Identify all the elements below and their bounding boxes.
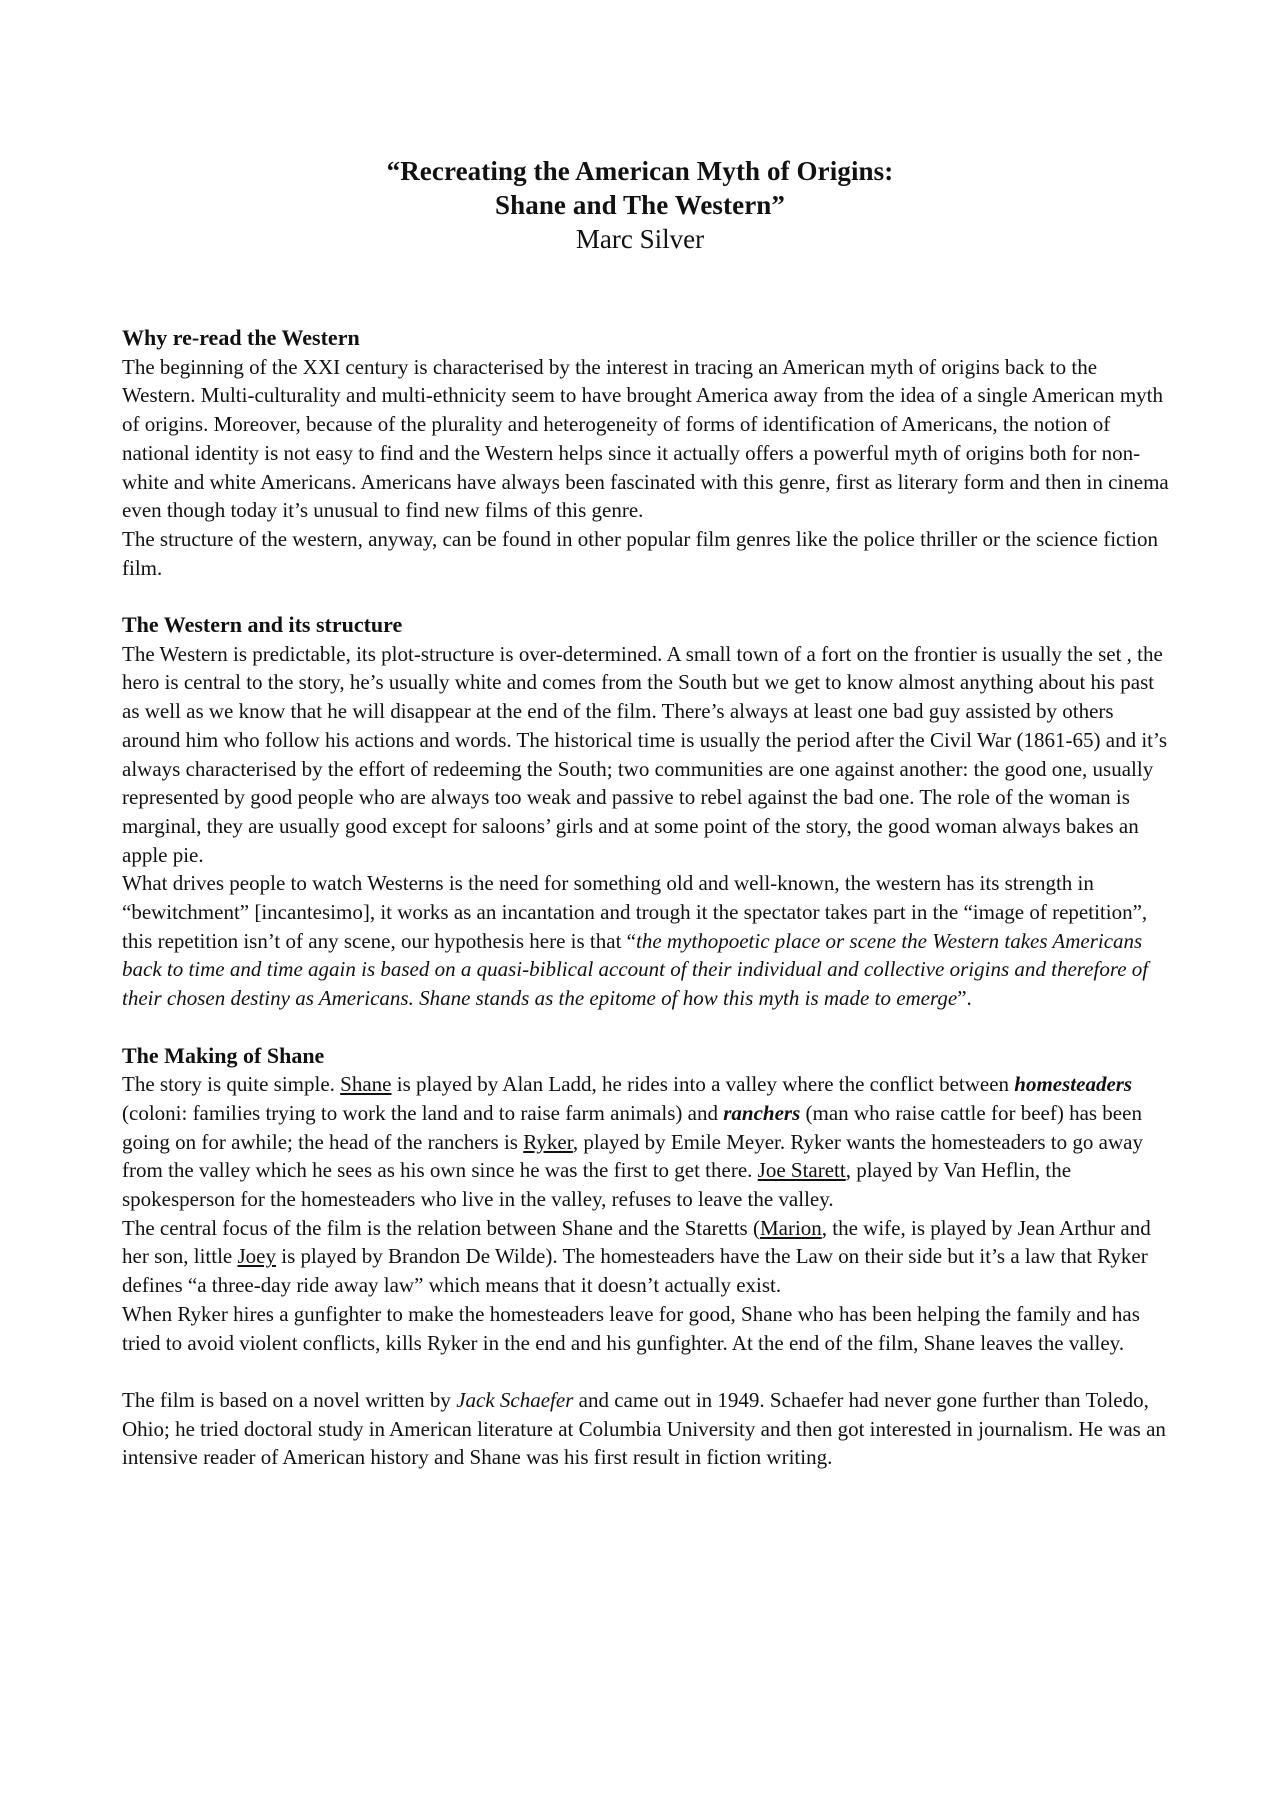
name-joe-starett: Joe Starett [757, 1158, 846, 1183]
section3-paragraph-1 [122, 1070, 1172, 1214]
name-joey: Joey [237, 1244, 276, 1269]
section2-paragraph-2-end: ”. [957, 986, 972, 1011]
text-run: The story is quite simple. [122, 1072, 341, 1097]
section-heading-making-of-shane: The Making of Shane [122, 1042, 325, 1068]
name-shane: Shane [340, 1072, 392, 1097]
section3-paragraph-4 [122, 1386, 1172, 1472]
spacer [122, 582, 1172, 611]
text-run: (coloni: families trying to work the land and to raise farm animals) and [122, 1100, 724, 1125]
section1-paragraph-1: The beginning of the XXI century is characterised by the interest in tracing an American myth of origins back to the Western. Multi-culturality and multi-ethnicity seem to have brought America away from the idea of a single American myth of origins. Moreover, because of the plurality and heterogeneity of forms of identification of Americans, the notion of national identity is not easy to find and the Western helps since it actually offers a powerful myth of origins both for non-white and white Americans. Americans have always been fascinated with this genre, first as literary form and then in cinema even though today it’s unusual to find new films of this genre. [122, 354, 1169, 523]
document-body [122, 324, 1172, 1472]
text-run: (man who raise cattle for beef) has been going on for awhile; the head of the ranchers is [122, 1100, 1142, 1154]
section2-hypothesis-quote: the mythopoetic place or scene the Western takes Americans back to time and time again is based on a quasi-biblical account of their individual and collective origins and therefore of their chosen destiny as Americans. Shane stands as the epitome of how this myth is made to emerge [122, 928, 1149, 1011]
text-run: is played by Brandon De Wilde). The homesteaders have the Law on their side but it’s a law that Ryker defines “a three-day ride away law” which means that it doesn’t actually exist. [122, 1244, 1148, 1298]
section1-paragraph-2: The structure of the western, anyway, can be found in other popular film genres like the police thriller or the science fiction film. [122, 526, 1159, 580]
text-run: , played by Van Heflin, the spokesperson for the homesteaders who live in the valley, refuses to leave the valley. [122, 1158, 1072, 1212]
author-name: Marc Silver [575, 224, 705, 254]
text-run: , the wife, is played by Jean Arthur and her son, little [122, 1215, 1151, 1269]
term-ranchers: ranchers [723, 1100, 801, 1125]
text-run: , played by Emile Meyer. Ryker wants the homesteaders to go away from the valley which he sees as his own since he was the first to get there. [122, 1129, 1143, 1183]
name-ryker: Ryker [523, 1129, 573, 1154]
text-run: The central focus of the film is the relation between Shane and the Staretts ( [122, 1215, 760, 1240]
text-run: and came out in 1949. Schaefer had never gone further than Toledo, Ohio; he tried doctoral study in American literature at Columbia University and then got interested in journalism. He was an intensive reader of American history and Shane was his first result in fiction writing. [122, 1387, 1166, 1470]
section2-paragraph-2-text: What drives people to watch Westerns is the need for something old and well-known, the western has its strength in “bewitchment” [incantesimo], it works as an incantation and trough it the spectator takes part in the “image of repetition”, this repetition isn’t of any scene, our hypothesis here is that “ [122, 871, 1148, 953]
title-block [0, 154, 1280, 256]
section3-paragraph-2 [122, 1214, 1172, 1300]
section2-paragraph-1: The Western is predictable, its plot-structure is over-determined. A small town of a fort on the frontier is usually the set , the hero is central to the story, he’s usually white and comes from the South but we get to know almost anything about his past as well as we know that he will disappear at the end of the film. There’s always at least one bad guy assisted by others around him who follow his actions and words. The historical time is usually the period after the Civil War (1861-65) and it’s always characterised by the effort of redeeming the South; two communities are one against another: the good one, usually represented by good people who are always too weak and passive to rebel against the bad one. The role of the woman is marginal, they are usually good except for saloons’ girls and at some point of the story, the good woman always bakes an apple pie. [122, 641, 1168, 867]
term-homesteaders: homesteaders [1014, 1072, 1133, 1097]
spacer [122, 1357, 1172, 1386]
name-marion: Marion [759, 1215, 822, 1240]
section-heading-why-reread: Why re-read the Western [122, 325, 360, 350]
section3-paragraph-3: When Ryker hires a gunfighter to make the homesteaders leave for good, Shane who has been helping the family and has tried to avoid violent conflicts, kills Ryker in the end and his gunfighter. At the end of the film, Shane leaves the valley. [122, 1301, 1140, 1355]
section-heading-western-structure: The Western and its structure [122, 612, 403, 638]
section2-paragraph-2 [122, 869, 1172, 1013]
title-line-1: “Recreating the American Myth of Origins: [386, 156, 894, 186]
text-run: is played by Alan Ladd, he rides into a valley where the conflict between [391, 1072, 1015, 1097]
name-jack-schaefer: Jack Schaefer [456, 1387, 574, 1412]
text-run: The film is based on a novel written by [122, 1387, 457, 1412]
spacer [122, 1013, 1172, 1042]
title-line-2: Shane and The Western” [494, 190, 786, 220]
